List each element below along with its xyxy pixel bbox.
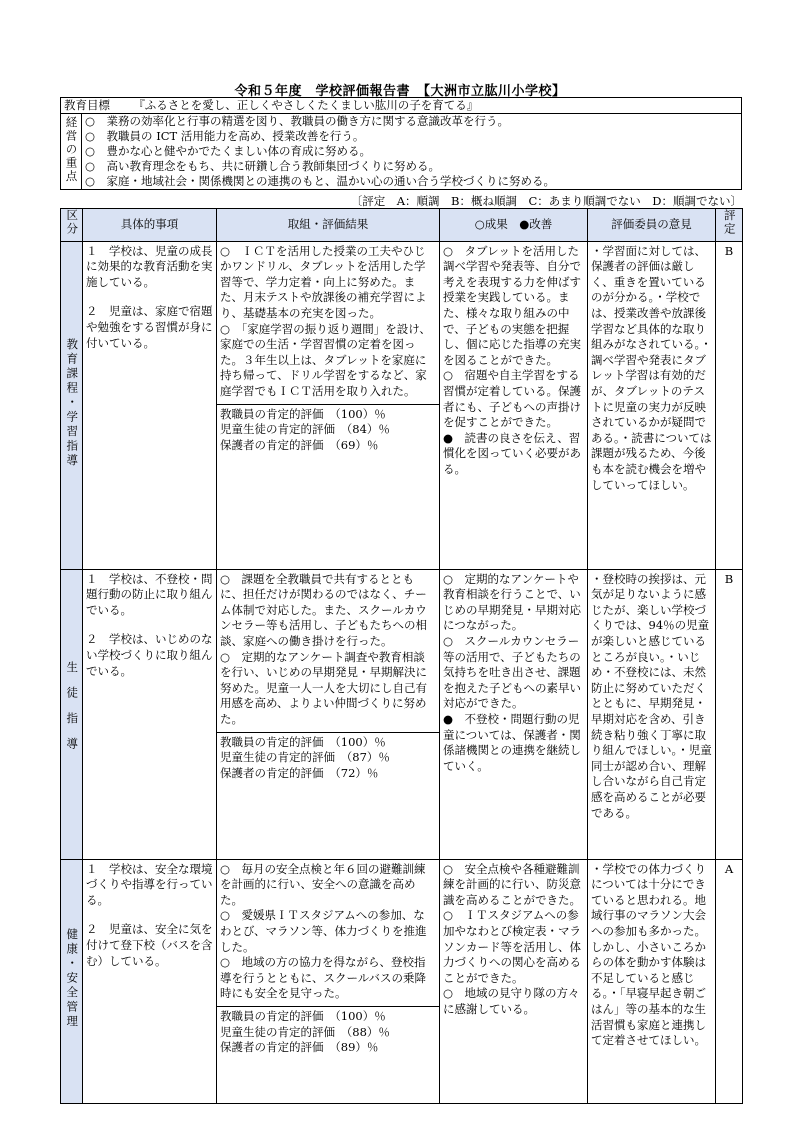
- table-row: [61, 241, 743, 569]
- focus-item: ○ 高い教育理念をもち、共に研鑽し合う教師集団づくりに努める。: [85, 159, 441, 173]
- category-cell: 教育課程・学習指導: [61, 241, 83, 569]
- results-cell: ○ タブレットを活用した調べ学習や発表等、自分で考えを表現する力を伸ばす授業を実践している。また、様々な取り組みの中で、子どもの実態を把握し、個に応じた指導の充実を図ることができた。 ○ 宿題や自主学習をする習慣が定着している。保護者にも、子どもへの声掛けを促すことができた。 ● 読書の良さを伝え、習慣化を図っていく必要がある。: [440, 241, 588, 569]
- opinions-cell: ・学習面に対しては、保護者の評価は厳しく、重きを置いているのが分かる。・学校では、授業改善や放課後学習など具体的な取り組みがなされている。・調べ学習や発表にタブレット学習は有効的だが、タブレットのテストに児童の実力が反映されているかが疑問である。・読書については課題が残るため、今後も本を読む機会を増やしていってほしい。: [588, 241, 716, 569]
- results-cell: ○ 安全点検や各種避難訓練を計画的に行い、防災意識を高めることができた。 ○ ＩＴスタジアムへの参加やなわとび検定表・マラソンカード等を活用し、体力づくりへの関心を高めることができた。 ○ 地域の見守り隊の方々に感謝している。: [440, 859, 588, 1103]
- page-title: 令和５年度 学校評価報告書 【大洲市立肱川小学校】: [234, 84, 566, 99]
- measure-box: 教職員の肯定的評価 （100）％ 児童生徒の肯定的評価 （84）％ 保護者の肯定的評価 （69）％: [217, 404, 439, 454]
- goal-text: 『ふるさとを愛し、正しくやさしくたくましい肱川の子を育てる』: [133, 98, 479, 112]
- rating-scale: 〔評定 A：順調 B：概ね順調 C：あまり順調でない D：順調でない〕: [350, 194, 742, 208]
- focus-item: ○ 家庭・地域社会・関係機関との連携のもと、温かい心の通い合う学校づくりに努める。: [85, 174, 556, 188]
- focus-item: ○ 豊かな心と健やかでたくましい体の育成に努める。: [85, 144, 372, 158]
- table-row: [61, 859, 743, 1103]
- rating-cell: B: [716, 241, 743, 569]
- focus-label: 経営の重点: [61, 114, 82, 190]
- rating-cell: A: [716, 859, 743, 1103]
- header-actions: 取組・評価結果: [217, 209, 440, 242]
- actions-cell: ○ 課題を全教職員で共有するとともに、担任だけが関わるのではなく、チーム体制で対応した。また、スクールカウンセラー等も活用し、子どもたちへの相談、家庭への働き掛けを行った。 ○ 定期的なアンケート調査や教育相談を行い、いじめの早期発見・早期解決に努めた。児童一人一人を大切にし自己有用感を高め、よりよい仲間づくりに努めた。 教職員の肯定的評価 （100）％ 児童生徒の肯定的評価 （87）％ 保護者の肯定的評価 （72）％: [217, 569, 440, 859]
- measure-box: 教職員の肯定的評価 （100）％ 児童生徒の肯定的評価 （88）％ 保護者の肯定的評価 （89）％: [217, 1006, 439, 1056]
- goal-label: 教育目標: [64, 98, 110, 112]
- header-row: [61, 209, 743, 242]
- education-goal-row: [61, 98, 742, 114]
- header-items: 具体的事項: [83, 209, 217, 242]
- results-cell: ○ 定期的なアンケートや教育相談を行うことで、いじめの早期発見・早期対応につながった。 ○ スクールカウンセラー等の活用で、子どもたちの気持ちを吐き出させ、課題を抱えた子どもへの素早い対応ができた。 ● 不登校・問題行動の児童については、保護者・関係諸機関との連携を継続していく。: [440, 569, 588, 859]
- header-rating: 評定: [716, 209, 743, 242]
- category-cell: 生徒指導: [61, 569, 83, 859]
- actions-cell: ○ ＩＣＴを活用した授業の工夫やひじかワンドリル、タブレットを活用した学習等で、学力定着・向上に努めた。また、月末テストや放課後の補充学習により、基礎基本の充実を図った。 ○ 「家庭学習の振り返り週間」を設け、家庭での生活・学習習慣の定着を図った。３年生以上は、タブレットを家庭に持ち帰って、ドリル学習をするなど、家庭学習でもＩＣＴ活用を取り入れた。 教職員の肯定的評価 （100）％ 児童生徒の肯定的評価 （84）％ 保護者の肯定的評価 （69）％: [217, 241, 440, 569]
- header-results: ○成果 ●改善: [440, 209, 588, 242]
- rating-cell: B: [716, 569, 743, 859]
- opinions-cell: ・学校での体力づくりについては十分にできていると思われる。地域行事のマラソン大会への参加も多かった。しかし、小さいころからの体を動かす体験は不足していると感じる。・「早寝早起き朝ごはん」等の基本的な生活習慣も家庭と連携して定着させてほしい。: [588, 859, 716, 1103]
- goals-table: [60, 97, 742, 190]
- items-cell: １ 学校は、不登校・問題行動の防止に取り組んでいる。 ２ 学校は、いじめのない学校づくりに取り組んでいる。: [83, 569, 217, 859]
- focus-item: ○ 教職員の ICT 活用能力を高め、授業改善を行う。: [85, 129, 365, 143]
- focus-list: [82, 114, 742, 190]
- opinions-cell: ・登校時の挨拶は、元気が足りないように感じたが、楽しい学校づくりでは、94％の児童が楽しいと感じているところが良い。・いじめ・不登校には、未然防止に努めていただくとともに、早期発見・早期対応を含め、引き続き粘り強く丁寧に取り組んでほしい。・児童同士が認め合い、理解し合いながら自己肯定感を高めることが必要である。: [588, 569, 716, 859]
- header-category: 区分: [61, 209, 83, 242]
- header-opinions: 評価委員の意見: [588, 209, 716, 242]
- items-cell: １ 学校は、児童の成長に効果的な教育活動を実施している。 ２ 児童は、家庭で宿題や勉強をする習慣が身に付いている。: [83, 241, 217, 569]
- focus-item: ○ 業務の効率化と行事の精選を図り、教職員の働き方に関する意識改革を行う。: [85, 114, 510, 128]
- category-cell: 健康・安全管理: [61, 859, 83, 1103]
- items-cell: １ 学校は、安全な環境づくりや指導を行っている。 ２ 児童は、安全に気を付けて登下校（バスを含む）している。: [83, 859, 217, 1103]
- evaluation-table: [60, 208, 743, 1104]
- actions-cell: ○ 毎月の安全点検と年６回の避難訓練を計画的に行い、安全への意識を高めた。 ○ 愛媛県ＩＴスタジアムへの参加、なわとび、マラソン等、体力づくりを推進した。 ○ 地域の方の協力を得ながら、登校指導を行うとともに、スクールバスの乗降時にも安全を見守った。 教職員の肯定的評価 （100）％ 児童生徒の肯定的評価 （88）％ 保護者の肯定的評価 （89）％: [217, 859, 440, 1103]
- measure-box: 教職員の肯定的評価 （100）％ 児童生徒の肯定的評価 （87）％ 保護者の肯定的評価 （72）％: [217, 732, 439, 782]
- table-row: [61, 569, 743, 859]
